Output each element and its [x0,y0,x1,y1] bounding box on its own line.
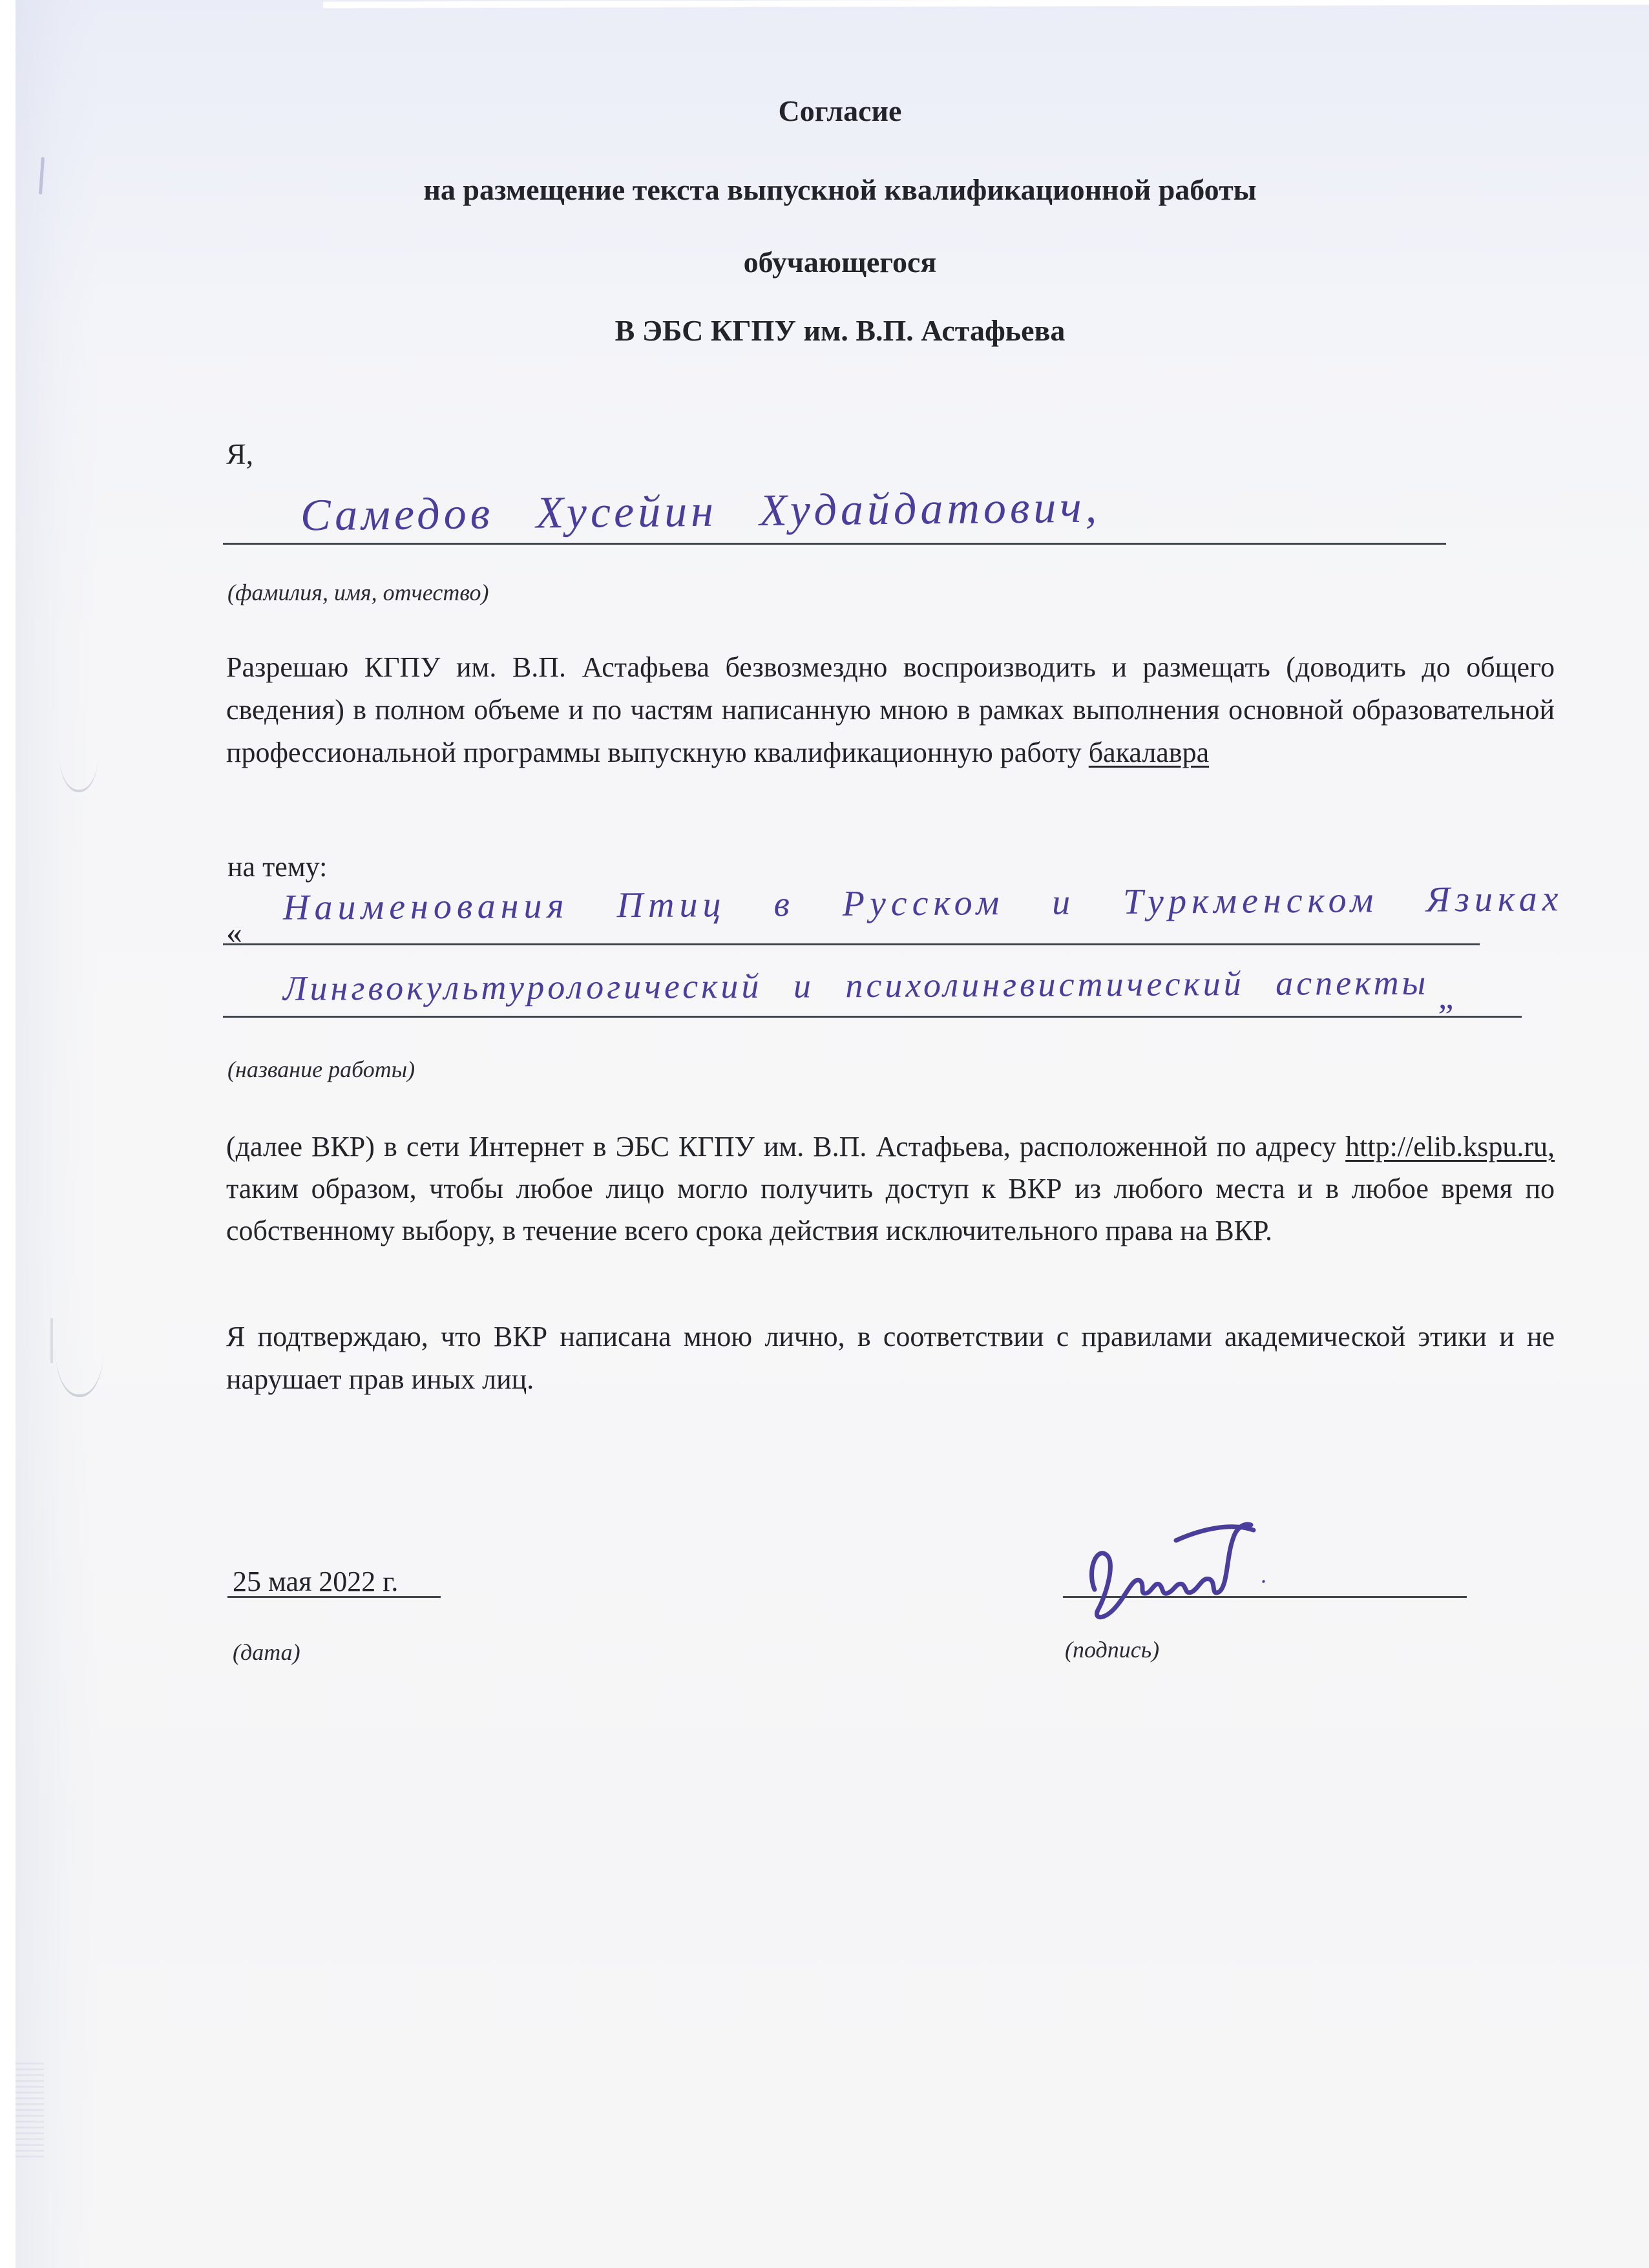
elib-url-link[interactable]: http://elib.kspu.ru, [1345,1131,1555,1162]
handwritten-full-name: Самедов Хусейин Худайдатович, [300,482,1101,541]
handwritten-close-quote: „ [1438,977,1461,1016]
handwritten-topic-line-2 [282,962,1461,1016]
permission-paragraph [226,646,1555,774]
document-title-line4: В ЭБС КГПУ им. В.П. Астафьева [614,314,1066,347]
date-field-caption: (дата) [233,1639,300,1665]
date-value: 25 мая 2022 г. [233,1566,399,1597]
paper-crease-mark [50,1318,53,1363]
access-text-after-link: таким образом, чтобы любое лицо могло получить доступ к ВКР из любого места и в любое время по собственному выбору, в течение всего срока действия исключительного права на ВКР. [226,1173,1555,1246]
pronoun-label: Я, [226,437,254,470]
scanner-edge-strip [0,0,16,2268]
document-title-line3: обучающегося [743,246,937,278]
topic-field-caption: (название работы) [227,1056,415,1082]
document-title: Согласие [778,94,902,127]
handwritten-signature [1080,1517,1274,1630]
degree-word-underlined: бакалавра [1088,737,1210,768]
ethics-paragraph: Я подтверждаю, что ВКР написана мною лично, в соответствии с правилами академической этики и не нарушает прав иных лиц. [226,1321,1555,1395]
access-paragraph [226,1126,1555,1252]
scan-noise-speckles [16,2063,44,2159]
permission-text: Разрешаю КГПУ им. В.П. Астафьева безвозмездно воспроизводить и размещать (доводить до общего сведения) в полном объеме и по частям написанную мною в рамках выполнения основной образовательной профессиональной программы выпускную квалификационную работу [226,651,1555,768]
signature-field-caption: (подпись) [1065,1637,1160,1663]
topic-label: на тему: [227,851,328,883]
topic-open-quote: « [226,914,242,950]
document-title-line2: на размещение текста выпускной квалификационной работы [423,173,1257,206]
name-field-caption: (фамилия, имя, отчество) [227,580,489,605]
topic-line-2-text: Лингвокультурологический и психолингвистический аспекты [282,963,1429,1008]
access-text-before-link: (далее ВКР) в сети Интернет в ЭБС КГПУ им. В.П. Астафьева, расположенной по адресу [226,1131,1337,1162]
handwritten-topic-line-1: Наименования Птиц в Русском и Туркменском Язиках [282,879,1564,928]
